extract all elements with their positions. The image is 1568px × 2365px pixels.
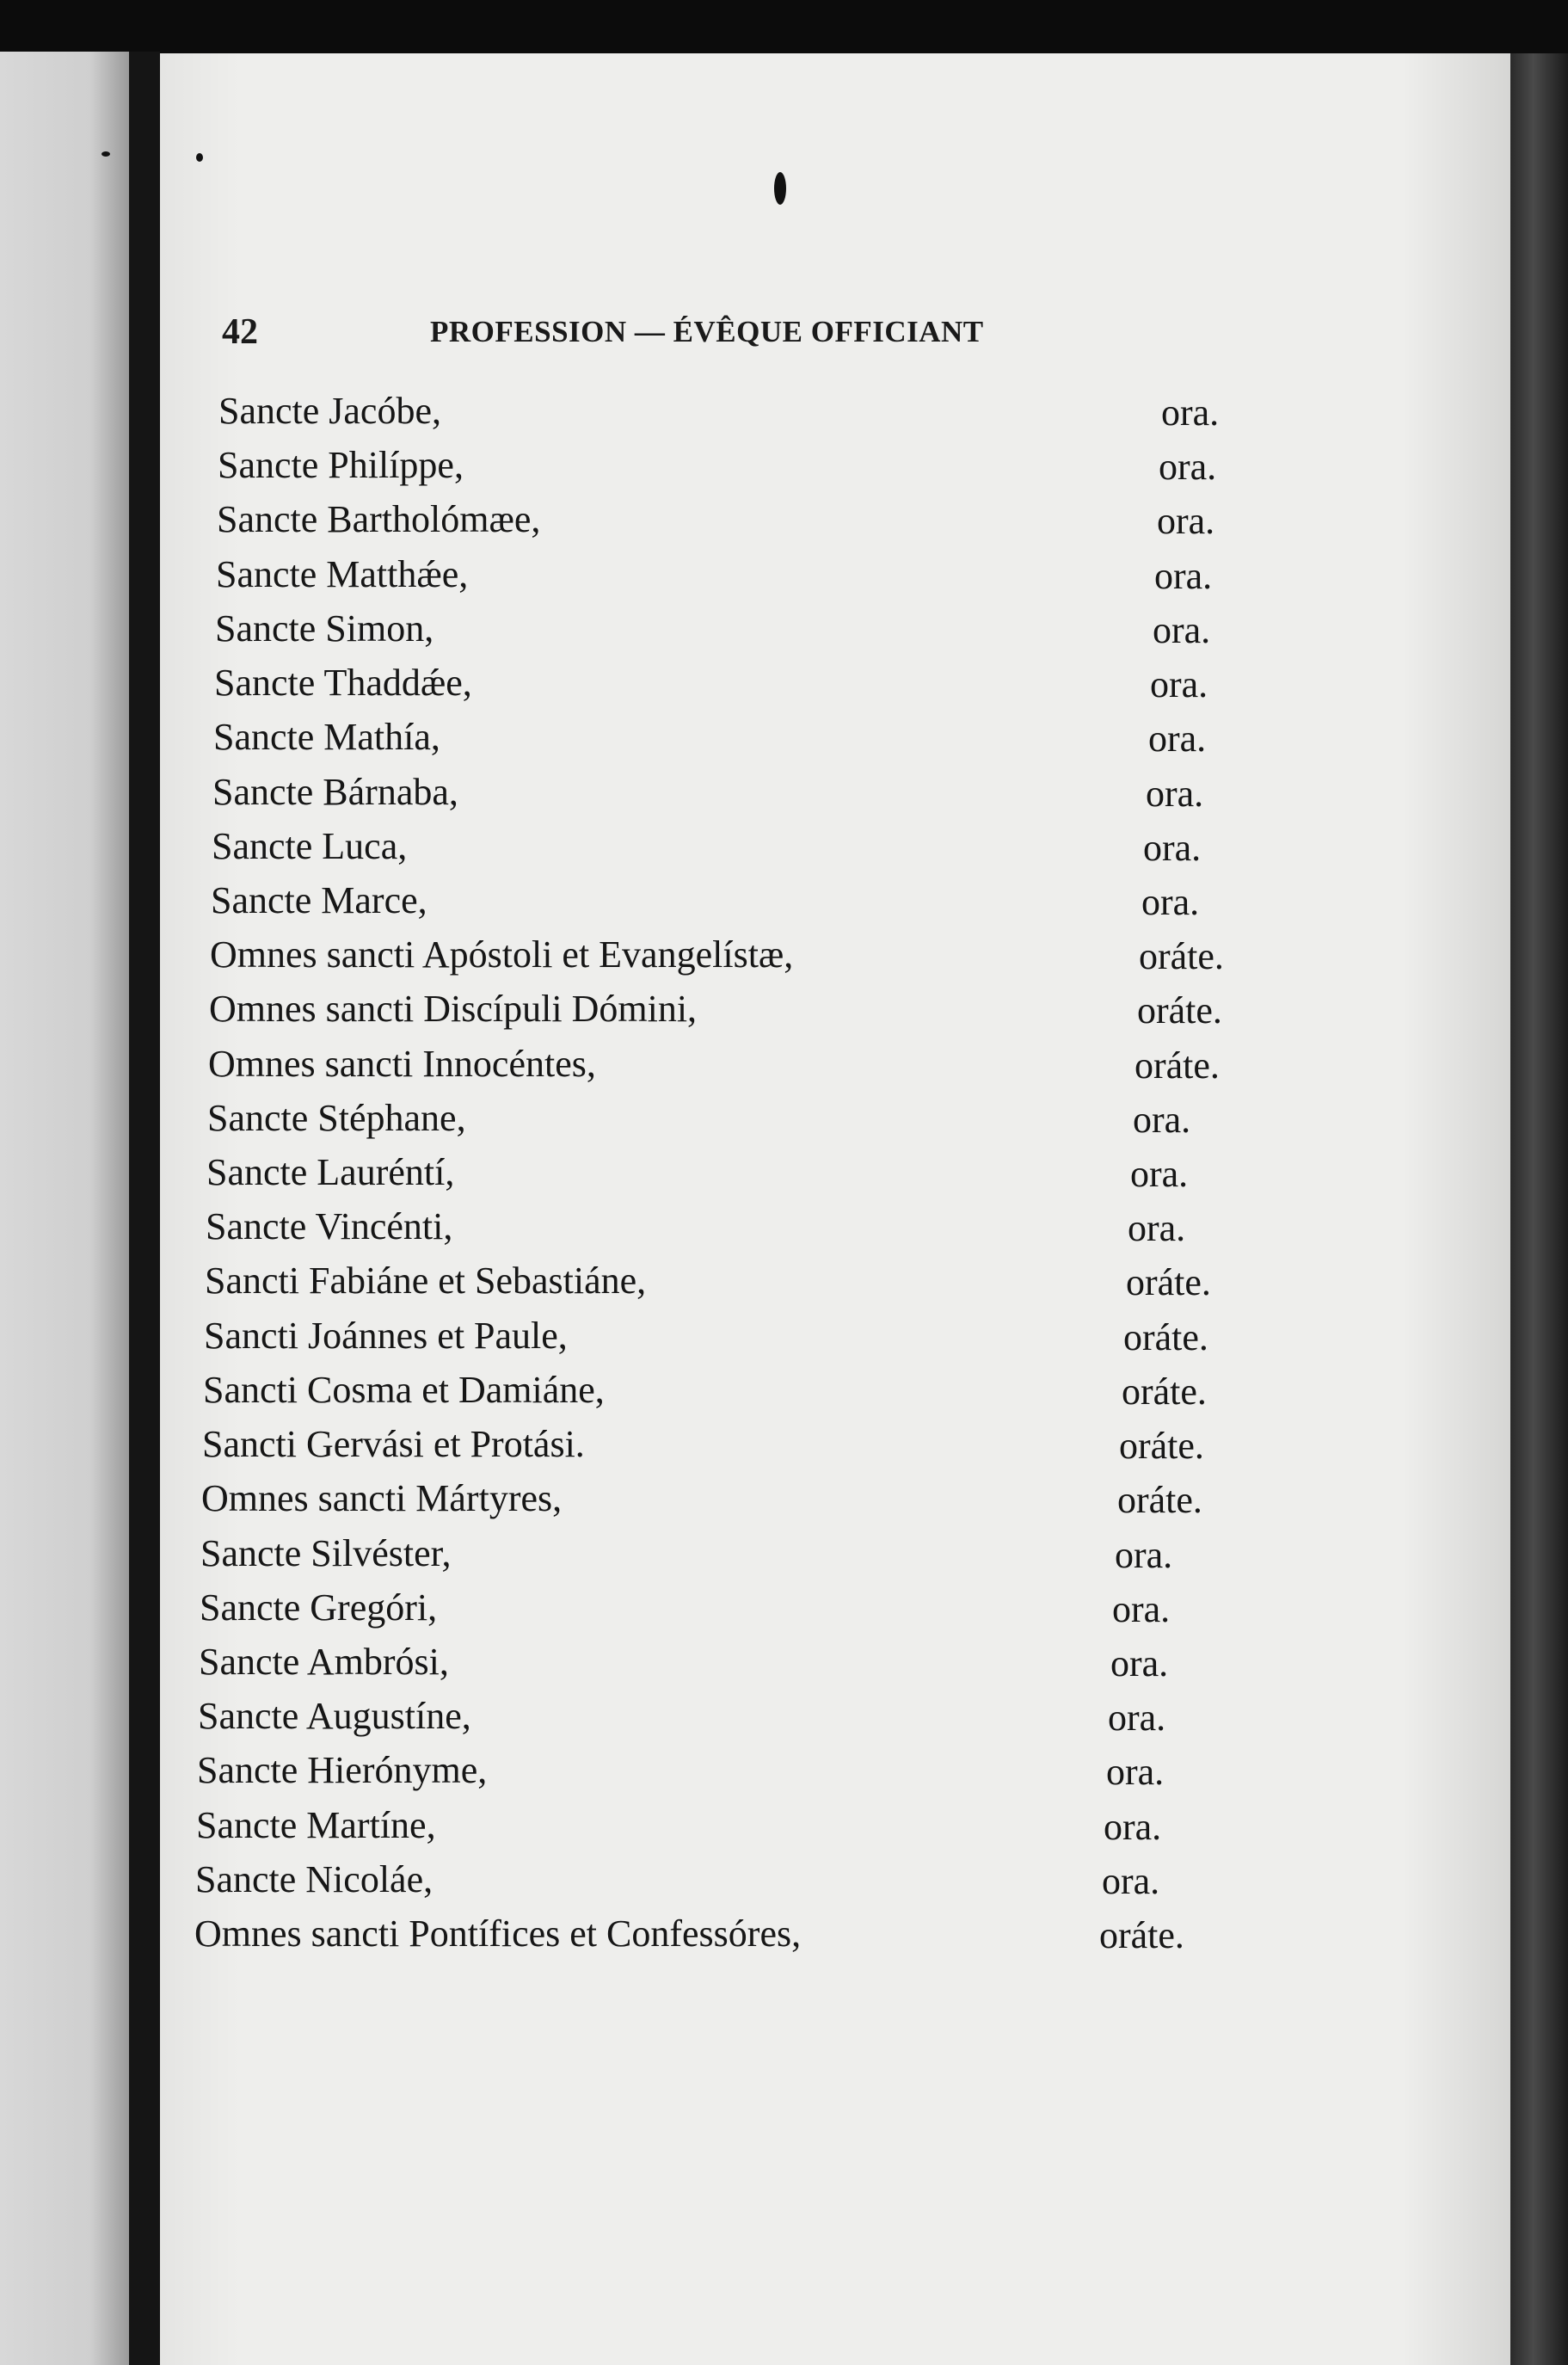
litany-entry — [201, 1476, 1448, 1528]
invocation-text: Sancte Simon, — [215, 607, 434, 650]
litany-entry — [208, 1042, 1455, 1093]
invocation-text: Sancte Ambrósi, — [199, 1641, 449, 1683]
response-text: ora. — [1110, 1642, 1169, 1684]
book-gutter — [129, 52, 160, 2365]
litany-entry — [212, 824, 1459, 876]
invocation-text: Sancte Matthǽe, — [216, 553, 469, 595]
litany-entry — [214, 661, 1461, 712]
invocation-text: Sancte Nicoláe, — [195, 1858, 434, 1900]
litany-entry — [210, 933, 1457, 984]
response-text: oráte. — [1126, 1261, 1211, 1303]
response-text: ora. — [1104, 1806, 1162, 1848]
response-text: oráte. — [1139, 935, 1224, 977]
response-text: ora. — [1157, 500, 1215, 542]
response-text: ora. — [1150, 663, 1208, 705]
response-text: ora. — [1128, 1207, 1186, 1249]
litany-entry — [195, 1857, 1442, 1909]
invocation-text: Omnes sancti Apóstoli et Evangelístæ, — [210, 933, 794, 976]
response-text: ora. — [1112, 1588, 1171, 1630]
invocation-text: Sancti Gervási et Protási. — [202, 1423, 585, 1465]
response-text: ora. — [1106, 1751, 1165, 1793]
response-text: ora. — [1133, 1099, 1191, 1141]
invocation-text: Sancte Vincénti, — [206, 1205, 453, 1247]
invocation-text: Omnes sancti Pontífices et Confessóres, — [194, 1912, 802, 1955]
response-text: oráte. — [1123, 1316, 1208, 1358]
invocation-text: Sancte Bartholómæe, — [217, 498, 541, 540]
ink-speck — [101, 151, 110, 157]
invocation-text: Sancte Stéphane, — [207, 1097, 466, 1139]
response-text: oráte. — [1134, 1044, 1220, 1087]
litany-entry — [200, 1531, 1448, 1583]
litany-entry — [206, 1204, 1453, 1256]
response-text: oráte. — [1122, 1370, 1207, 1413]
response-text: ora. — [1148, 718, 1207, 760]
invocation-text: Sancte Hierónyme, — [197, 1749, 488, 1791]
litany-entry — [207, 1096, 1454, 1148]
response-text: oráte. — [1119, 1425, 1204, 1467]
invocation-text: Sancte Martíne, — [196, 1804, 436, 1846]
invocation-text: Sancte Lauréntí, — [206, 1151, 455, 1193]
invocation-text: Sancti Fabiáne et Sebastiáne, — [205, 1259, 647, 1302]
litany-entry — [217, 497, 1464, 549]
litany-entry — [216, 552, 1463, 604]
response-text: ora. — [1153, 609, 1211, 651]
litany-entry — [209, 987, 1456, 1038]
invocation-text: Sancte Augustíne, — [198, 1695, 471, 1737]
litany-entry — [205, 1259, 1452, 1310]
litany-entry — [199, 1640, 1446, 1691]
invocation-text: Sancte Thaddǽe, — [214, 662, 472, 704]
ink-speck — [774, 172, 786, 205]
response-text: ora. — [1159, 446, 1217, 488]
response-text: ora. — [1161, 391, 1220, 434]
invocation-text: Sancte Mathía, — [213, 716, 440, 758]
litany-entry — [197, 1748, 1444, 1800]
litany-entry — [198, 1694, 1445, 1746]
invocation-text: Sancte Silvéster, — [200, 1532, 452, 1574]
litany-entry — [196, 1803, 1443, 1855]
invocation-text: Sancte Bárnaba, — [212, 771, 458, 813]
invocation-text: Sancti Cosma et Damiáne, — [203, 1369, 605, 1411]
invocation-text: Omnes sancti Innocéntes, — [208, 1043, 596, 1085]
litany-entry — [200, 1586, 1447, 1637]
invocation-text: Sancte Jacóbe, — [218, 390, 441, 432]
response-text: ora. — [1141, 881, 1200, 923]
litany-entry — [204, 1314, 1451, 1365]
response-text: ora. — [1102, 1860, 1160, 1902]
litany-entry — [218, 443, 1465, 495]
response-text: ora. — [1130, 1153, 1189, 1195]
response-text: oráte. — [1099, 1914, 1184, 1956]
response-text: oráte. — [1117, 1479, 1202, 1521]
litany-entry — [212, 770, 1460, 822]
response-text: ora. — [1146, 773, 1204, 815]
litany-entry — [194, 1912, 1442, 1963]
invocation-text: Omnes sancti Discípuli Dómini, — [209, 988, 698, 1030]
scan-left-margin — [0, 52, 129, 2365]
litany-entry — [218, 389, 1466, 440]
litany-entry — [203, 1368, 1450, 1420]
response-text: oráte. — [1137, 989, 1222, 1032]
invocation-text: Sancte Marce, — [211, 879, 427, 921]
litany-entry — [211, 878, 1458, 930]
litany-entry — [206, 1150, 1454, 1202]
book-spine-edge — [1510, 53, 1568, 2365]
response-text: ora. — [1108, 1697, 1166, 1739]
running-head: PROFESSION — ÉVÊQUE OFFICIANT — [430, 315, 984, 348]
invocation-text: Omnes sancti Mártyres, — [201, 1477, 563, 1519]
litany-entry — [213, 715, 1460, 767]
scan-top-border — [0, 0, 1568, 53]
litany-entry — [202, 1422, 1449, 1474]
invocation-text: Sancti Joánnes et Paule, — [204, 1315, 568, 1357]
invocation-text: Sancte Philíppe, — [218, 444, 464, 486]
response-text: ora. — [1143, 827, 1202, 869]
ink-speck — [196, 153, 203, 162]
page-number: 42 — [222, 312, 258, 352]
litany-entry — [215, 607, 1462, 658]
invocation-text: Sancte Gregóri, — [200, 1586, 438, 1629]
response-text: ora. — [1154, 555, 1213, 597]
invocation-text: Sancte Luca, — [212, 825, 408, 867]
response-text: ora. — [1115, 1534, 1173, 1576]
